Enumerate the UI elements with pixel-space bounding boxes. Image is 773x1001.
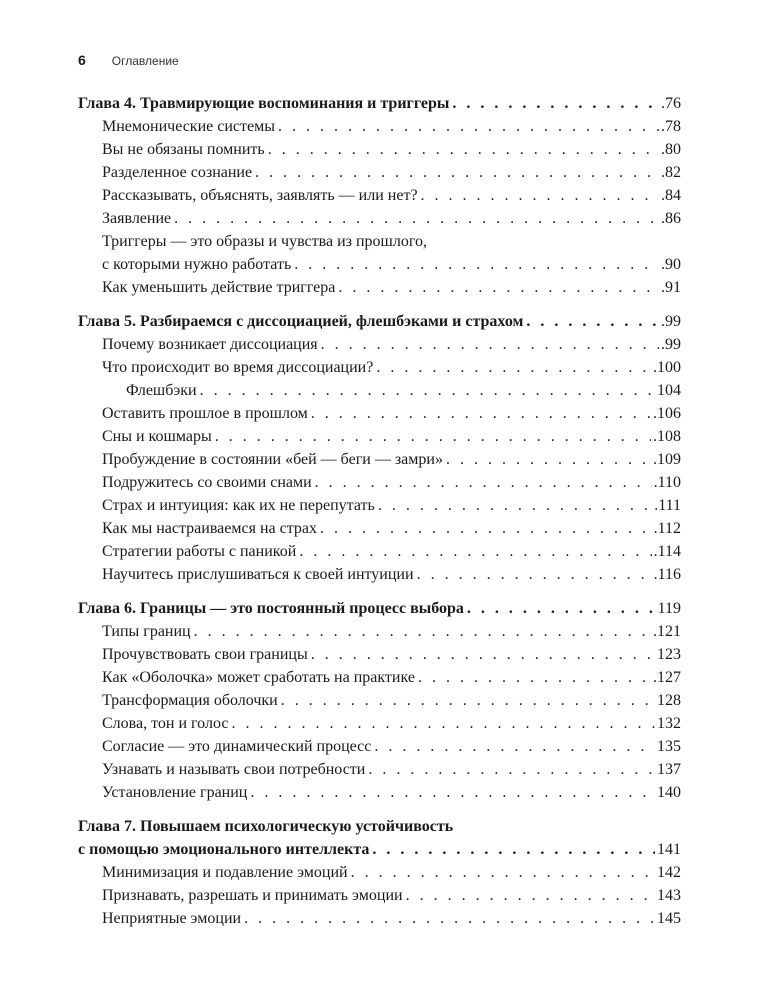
toc-entry[interactable] bbox=[78, 884, 681, 907]
chapter-title-entry[interactable] bbox=[78, 92, 681, 115]
page-ref: .116 bbox=[653, 566, 681, 583]
toc-entry[interactable] bbox=[78, 781, 681, 804]
toc-entry[interactable] bbox=[78, 563, 681, 586]
leader-dots bbox=[421, 184, 659, 207]
leader-dots bbox=[321, 333, 659, 356]
toc-entry-line1[interactable] bbox=[78, 230, 681, 253]
toc-entry[interactable] bbox=[78, 333, 681, 356]
entry-title: Оставить прошлое в прошлом bbox=[102, 405, 308, 422]
entry-title: Разделенное сознание bbox=[102, 164, 253, 181]
toc-entry[interactable] bbox=[78, 666, 681, 689]
entry-title: Страх и интуиция: как их не перепутать bbox=[102, 497, 375, 514]
toc-entry[interactable] bbox=[78, 471, 681, 494]
leader-dots bbox=[351, 861, 655, 884]
page-ref: .114 bbox=[653, 543, 681, 560]
entry-title: Пробуждение в состоянии «бей — беги — замри» bbox=[102, 451, 443, 468]
entry-title: Рассказывать, объяснять, заявлять — или нет? bbox=[102, 187, 418, 204]
entry-title: Трансформация оболочки bbox=[102, 692, 278, 709]
toc-entry[interactable] bbox=[78, 643, 681, 666]
entry-title: Флешбэки bbox=[126, 382, 197, 399]
toc-entry[interactable] bbox=[78, 758, 681, 781]
leader-dots bbox=[368, 758, 655, 781]
toc-entry[interactable] bbox=[78, 115, 681, 138]
page-ref: 104 bbox=[657, 382, 681, 399]
leader-dots bbox=[376, 356, 651, 379]
leader-dots bbox=[374, 735, 655, 758]
chapter-6 bbox=[78, 597, 681, 804]
toc-entry[interactable] bbox=[78, 207, 681, 230]
chapter-title: Глава 5. Разбираемся с диссоциацией, флешбэками и страхом bbox=[78, 313, 524, 330]
entry-title: Прочувствовать свои границы bbox=[102, 646, 308, 663]
entry-title: Вы не обязаны помнить bbox=[102, 141, 265, 158]
entry-title: Научитесь прислушиваться к своей интуиции bbox=[102, 566, 414, 583]
leader-dots bbox=[231, 712, 655, 735]
leader-dots bbox=[294, 253, 659, 276]
toc-entry[interactable] bbox=[78, 494, 681, 517]
entry-title: Типы границ bbox=[102, 623, 191, 640]
chapter-5 bbox=[78, 310, 681, 586]
chapter-title-entry[interactable] bbox=[78, 597, 681, 620]
toc-entry[interactable] bbox=[78, 276, 681, 299]
entry-title: Согласие — это динамический процесс bbox=[102, 738, 372, 755]
leader-dots bbox=[250, 781, 655, 804]
entry-title: Почему возникает диссоциация bbox=[102, 336, 318, 353]
entry-title: Неприятные эмоции bbox=[102, 910, 242, 927]
toc-entry[interactable] bbox=[78, 425, 681, 448]
leader-dots bbox=[244, 907, 655, 930]
leader-dots bbox=[268, 138, 659, 161]
leader-dots bbox=[215, 425, 651, 448]
leader-dots bbox=[311, 402, 651, 425]
page-ref: 141 bbox=[657, 841, 681, 858]
toc-entry[interactable] bbox=[78, 712, 681, 735]
leader-dots bbox=[452, 92, 659, 115]
entry-title-line2: с которыми нужно работать bbox=[102, 256, 292, 273]
page-ref: 135 bbox=[657, 738, 681, 755]
entry-title: Установление границ bbox=[102, 784, 248, 801]
page-ref: 142 bbox=[657, 864, 681, 881]
toc-entry[interactable] bbox=[78, 620, 681, 643]
page-ref: .127 bbox=[653, 669, 681, 686]
page-ref: .86 bbox=[661, 210, 681, 227]
toc-entry[interactable] bbox=[78, 138, 681, 161]
entry-title-line1: Триггеры — это образы и чувства из прошлого, bbox=[102, 233, 427, 250]
page-ref: 128 bbox=[657, 692, 681, 709]
leader-dots bbox=[311, 643, 655, 666]
toc-entry[interactable] bbox=[78, 689, 681, 712]
entry-title: Как «Оболочка» может сработать на практике bbox=[102, 669, 415, 686]
page-ref: .109 bbox=[653, 451, 681, 468]
leader-dots bbox=[378, 494, 652, 517]
entry-title: Как уменьшить действие триггера bbox=[102, 279, 336, 296]
leader-dots bbox=[320, 517, 652, 540]
chapter-4 bbox=[78, 92, 681, 299]
toc-entry[interactable] bbox=[78, 379, 681, 402]
entry-title: Узнавать и называть свои потребности bbox=[102, 761, 366, 778]
toc-entry[interactable] bbox=[78, 517, 681, 540]
entry-title: Минимизация и подавление эмоций bbox=[102, 864, 348, 881]
leader-dots bbox=[281, 689, 655, 712]
page-ref: .84 bbox=[661, 187, 681, 204]
page-number: 6 bbox=[78, 52, 86, 68]
chapter-title-line1-text: Глава 7. Повышаем психологическую устойчивость bbox=[78, 818, 454, 835]
toc-entry[interactable] bbox=[78, 184, 681, 207]
toc-entry[interactable] bbox=[78, 861, 681, 884]
leader-dots bbox=[417, 563, 652, 586]
leader-dots bbox=[194, 620, 651, 643]
entry-title: Что происходит во время диссоциации? bbox=[102, 359, 374, 376]
chapter-7 bbox=[78, 815, 681, 930]
toc-entry[interactable] bbox=[78, 735, 681, 758]
leader-dots bbox=[526, 310, 659, 333]
leader-dots bbox=[278, 115, 659, 138]
page-ref: .111 bbox=[654, 497, 681, 514]
toc-entry[interactable] bbox=[78, 402, 681, 425]
chapter-title: Глава 6. Границы — это постоянный процесс выбора bbox=[78, 600, 464, 617]
toc-entry[interactable] bbox=[78, 907, 681, 930]
leader-dots bbox=[200, 379, 655, 402]
page-ref: .91 bbox=[661, 279, 681, 296]
leader-dots bbox=[467, 597, 656, 620]
chapter-title-line2[interactable] bbox=[78, 838, 681, 861]
entry-title: Признавать, разрешать и принимать эмоции bbox=[102, 887, 403, 904]
page-ref: .76 bbox=[661, 95, 681, 112]
page-ref: .100 bbox=[653, 359, 681, 376]
page-ref: 143 bbox=[657, 887, 681, 904]
leader-dots bbox=[338, 276, 659, 299]
entry-title: Заявление bbox=[102, 210, 172, 227]
toc-entry[interactable] bbox=[78, 448, 681, 471]
page-ref: .82 bbox=[661, 164, 681, 181]
leader-dots bbox=[315, 471, 652, 494]
toc-entry[interactable] bbox=[78, 540, 681, 563]
entry-title: Сны и кошмары bbox=[102, 428, 212, 445]
section-name: Оглавление bbox=[111, 54, 179, 68]
page-ref: .90 bbox=[661, 256, 681, 273]
page-ref: .112 bbox=[653, 520, 681, 537]
leader-dots bbox=[255, 161, 659, 184]
entry-title: Слова, тон и голос bbox=[102, 715, 229, 732]
chapter-title-line1[interactable] bbox=[78, 815, 681, 838]
table-of-contents bbox=[78, 92, 681, 930]
page-ref: .110 bbox=[653, 474, 681, 491]
page-ref: .99 bbox=[661, 336, 681, 353]
entry-title: Как мы настраиваемся на страх bbox=[102, 520, 318, 537]
entry-title: Мнемонические системы bbox=[102, 118, 275, 135]
toc-entry-line2[interactable] bbox=[78, 253, 681, 276]
leader-dots bbox=[418, 666, 651, 689]
page-ref: .106 bbox=[653, 405, 681, 422]
page-ref: 137 bbox=[657, 761, 681, 778]
page-ref: 145 bbox=[657, 910, 681, 927]
chapter-title-line2-text: с помощью эмоционального интеллекта bbox=[78, 841, 370, 858]
page-ref: .121 bbox=[653, 623, 681, 640]
page-ref: .108 bbox=[653, 428, 681, 445]
page-ref: 123 bbox=[657, 646, 681, 663]
toc-entry[interactable] bbox=[78, 356, 681, 379]
leader-dots bbox=[372, 838, 655, 861]
entry-title: Подружитесь со своими снами bbox=[102, 474, 312, 491]
chapter-title: Глава 4. Травмирующие воспоминания и триггеры bbox=[78, 95, 450, 112]
page-ref: 140 bbox=[657, 784, 681, 801]
leader-dots bbox=[299, 540, 651, 563]
running-head bbox=[78, 52, 179, 68]
page-ref: .99 bbox=[661, 313, 681, 330]
entry-title: Стратегии работы с паникой bbox=[102, 543, 297, 560]
page-ref: 132 bbox=[657, 715, 681, 732]
toc-entry[interactable] bbox=[78, 161, 681, 184]
page-ref: .78 bbox=[661, 118, 681, 135]
page-ref: .80 bbox=[661, 141, 681, 158]
page-ref: 119 bbox=[657, 600, 681, 617]
leader-dots bbox=[406, 884, 655, 907]
leader-dots bbox=[174, 207, 659, 230]
chapter-title-entry[interactable] bbox=[78, 310, 681, 333]
leader-dots bbox=[446, 448, 651, 471]
